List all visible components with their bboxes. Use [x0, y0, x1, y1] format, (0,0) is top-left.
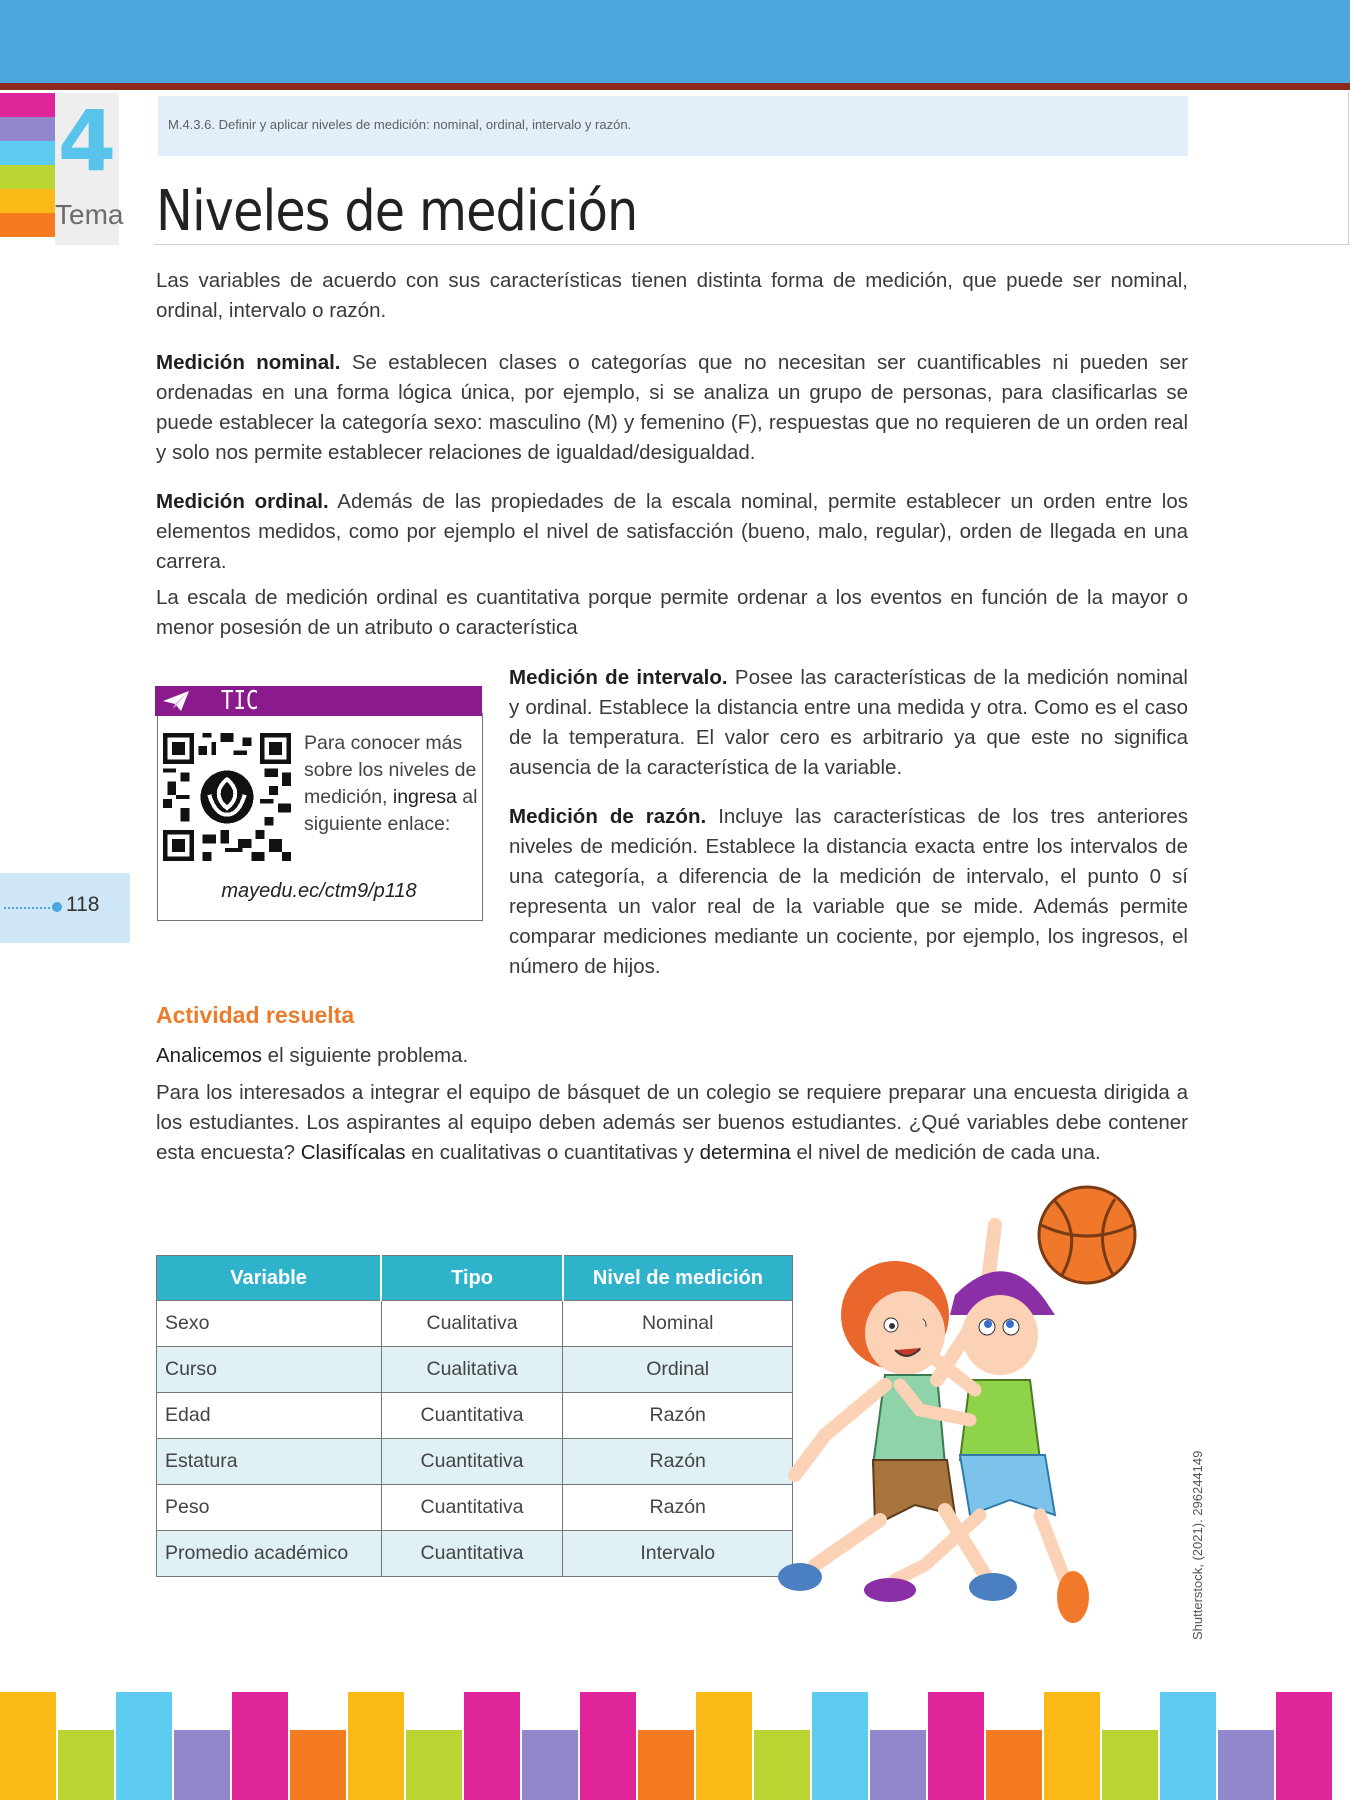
activity-text-3: el nivel de medición de cada una. [790, 1141, 1101, 1164]
tic-link[interactable]: mayedu.ec/ctm9/p118 [221, 880, 417, 902]
ordinal-paragraph [156, 487, 1188, 577]
table-cell: Ordinal [563, 1347, 793, 1393]
tema-number: 4 [57, 92, 117, 190]
table-header-cell: Nivel de medición [563, 1256, 793, 1301]
tic-description [304, 730, 480, 838]
table-row [157, 1393, 793, 1439]
table-row [157, 1347, 793, 1393]
table-cell: Edad [157, 1393, 382, 1439]
tic-text-1: Para conocer más sobre los niveles de medición, [304, 732, 477, 808]
table-cell: Estatura [157, 1439, 382, 1485]
nominal-text: Se establecen clases o categorías que no necesitan ser cuantificables ni pueden ser ordenadas en una forma lógica única, por ejemplo, si se analiza un grupo de personas, para clasificarlas se puede establecer la categoría sexo: masculino (M) y femenino (F), respuestas que no requieren de un orden real y solo nos permite establecer relaciones de igualdad/desigualdad. [156, 351, 1188, 464]
top-accent-line [0, 83, 1350, 90]
activity-problem [156, 1078, 1188, 1168]
activity-lead-bold: Analicemos [156, 1044, 262, 1067]
razon-paragraph [509, 802, 1188, 982]
skill-code: M.4.3.6. Definir y aplicar niveles de medición: nominal, ordinal, intervalo y razón. [168, 117, 632, 132]
bottom-color-blocks [0, 1692, 1350, 1800]
ordinal-extra-paragraph: La escala de medición ordinal es cuantitativa porque permite ordenar a los eventos en función de la mayor o menor posesión de un atributo o característica [156, 586, 1188, 639]
page-dotted-line [4, 907, 58, 909]
table-cell: Sexo [157, 1301, 382, 1347]
intervalo-paragraph [509, 663, 1188, 783]
basketball-kids-illustration [755, 1185, 1165, 1660]
tic-text-bold: ingresa [392, 786, 457, 808]
table-header-row [157, 1256, 793, 1301]
table-cell: Razón [563, 1439, 793, 1485]
table-cell: Promedio académico [157, 1531, 382, 1577]
table-cell: Cuantitativa [381, 1531, 563, 1577]
table-row [157, 1439, 793, 1485]
intervalo-text: Posee las características de la medición nominal y ordinal. Establece la distancia entre una medida y otra. Como es el caso de la temperatura. El valor cero es arbitrario ya que este no significa ausencia de la característica de la variable. [509, 666, 1188, 779]
table-header-cell: Variable [157, 1256, 382, 1301]
activity-title: Actividad resuelta [156, 1002, 355, 1028]
table-cell: Cuantitativa [381, 1439, 563, 1485]
skill-banner [158, 96, 1188, 156]
ordinal-text: Además de las propiedades de la escala nominal, permite establecer un orden entre los elementos medidos, como por ejemplo el nivel de satisfacción (bueno, malo, regular), orden de llegada en una carrera. [156, 490, 1188, 573]
tema-color-stripes [0, 93, 55, 237]
activity-bold-2: determina [699, 1141, 791, 1164]
intervalo-term: Medición de intervalo. [509, 666, 728, 689]
tic-header [155, 686, 482, 716]
table-cell: Cuantitativa [381, 1485, 563, 1531]
table-cell: Cualitativa [381, 1347, 563, 1393]
top-color-bar [0, 0, 1350, 83]
tema-badge [55, 92, 124, 245]
activity-bold-1: Clasifícalas [300, 1141, 406, 1164]
razon-text: Incluye las características de los tres anteriores niveles de medición. Establece la distancia exacta entre los intervalos de una categoría, a diferencia de la medición de intervalo, el punto 0 sí representa un valor real de la variable que se mide. Además permite comparar mediciones mediante un cociente, por ejemplo, los ingresos, el número de hijos. [509, 805, 1188, 978]
activity-lead [156, 1041, 1188, 1071]
image-credit: Shutterstock, (2021). 296244149 [1190, 1450, 1205, 1640]
page-number: 118 [66, 893, 100, 916]
table-header-cell: Tipo [381, 1256, 563, 1301]
table-row [157, 1301, 793, 1347]
tic-text-2: al siguiente enlace: [304, 786, 478, 835]
intro-paragraph: Las variables de acuerdo con sus características tienen distinta forma de medición, que puede ser nominal, ordinal, intervalo o razón. [156, 269, 1188, 322]
page-title: Niveles de medición [156, 179, 638, 244]
tema-label: Tema [55, 199, 124, 230]
table-row [157, 1531, 793, 1577]
table-cell: Intervalo [563, 1531, 793, 1577]
paper-plane-icon [161, 689, 191, 713]
razon-term: Medición de razón. [509, 805, 707, 828]
table-row [157, 1485, 793, 1531]
page-number-tab [0, 873, 130, 943]
title-underline [154, 244, 1350, 245]
tic-label: TIC [221, 686, 259, 716]
table-cell: Curso [157, 1347, 382, 1393]
table-cell: Razón [563, 1485, 793, 1531]
title-border-right [1348, 92, 1349, 244]
table-cell: Razón [563, 1393, 793, 1439]
page-dot [52, 902, 62, 912]
table-cell: Peso [157, 1485, 382, 1531]
measurement-table [156, 1255, 793, 1577]
table-cell: Nominal [563, 1301, 793, 1347]
nominal-paragraph [156, 348, 1188, 468]
activity-text-2: en cualitativas o cuantitativas y [405, 1141, 700, 1164]
qr-code[interactable] [163, 733, 291, 861]
activity-text-1: Para los interesados a integrar el equipo de básquet de un colegio se requiere preparar una encuesta dirigida a los estudiantes. Los aspirantes al equipo deben además ser buenos estudiantes. ¿Qué variables debe contener esta encuesta? [156, 1081, 1188, 1164]
activity-lead-rest: el siguiente problema. [261, 1044, 469, 1067]
nominal-term: Medición nominal. [156, 351, 341, 374]
table-cell: Cuantitativa [381, 1393, 563, 1439]
table-cell: Cualitativa [381, 1301, 563, 1347]
ordinal-term: Medición ordinal. [156, 490, 329, 513]
